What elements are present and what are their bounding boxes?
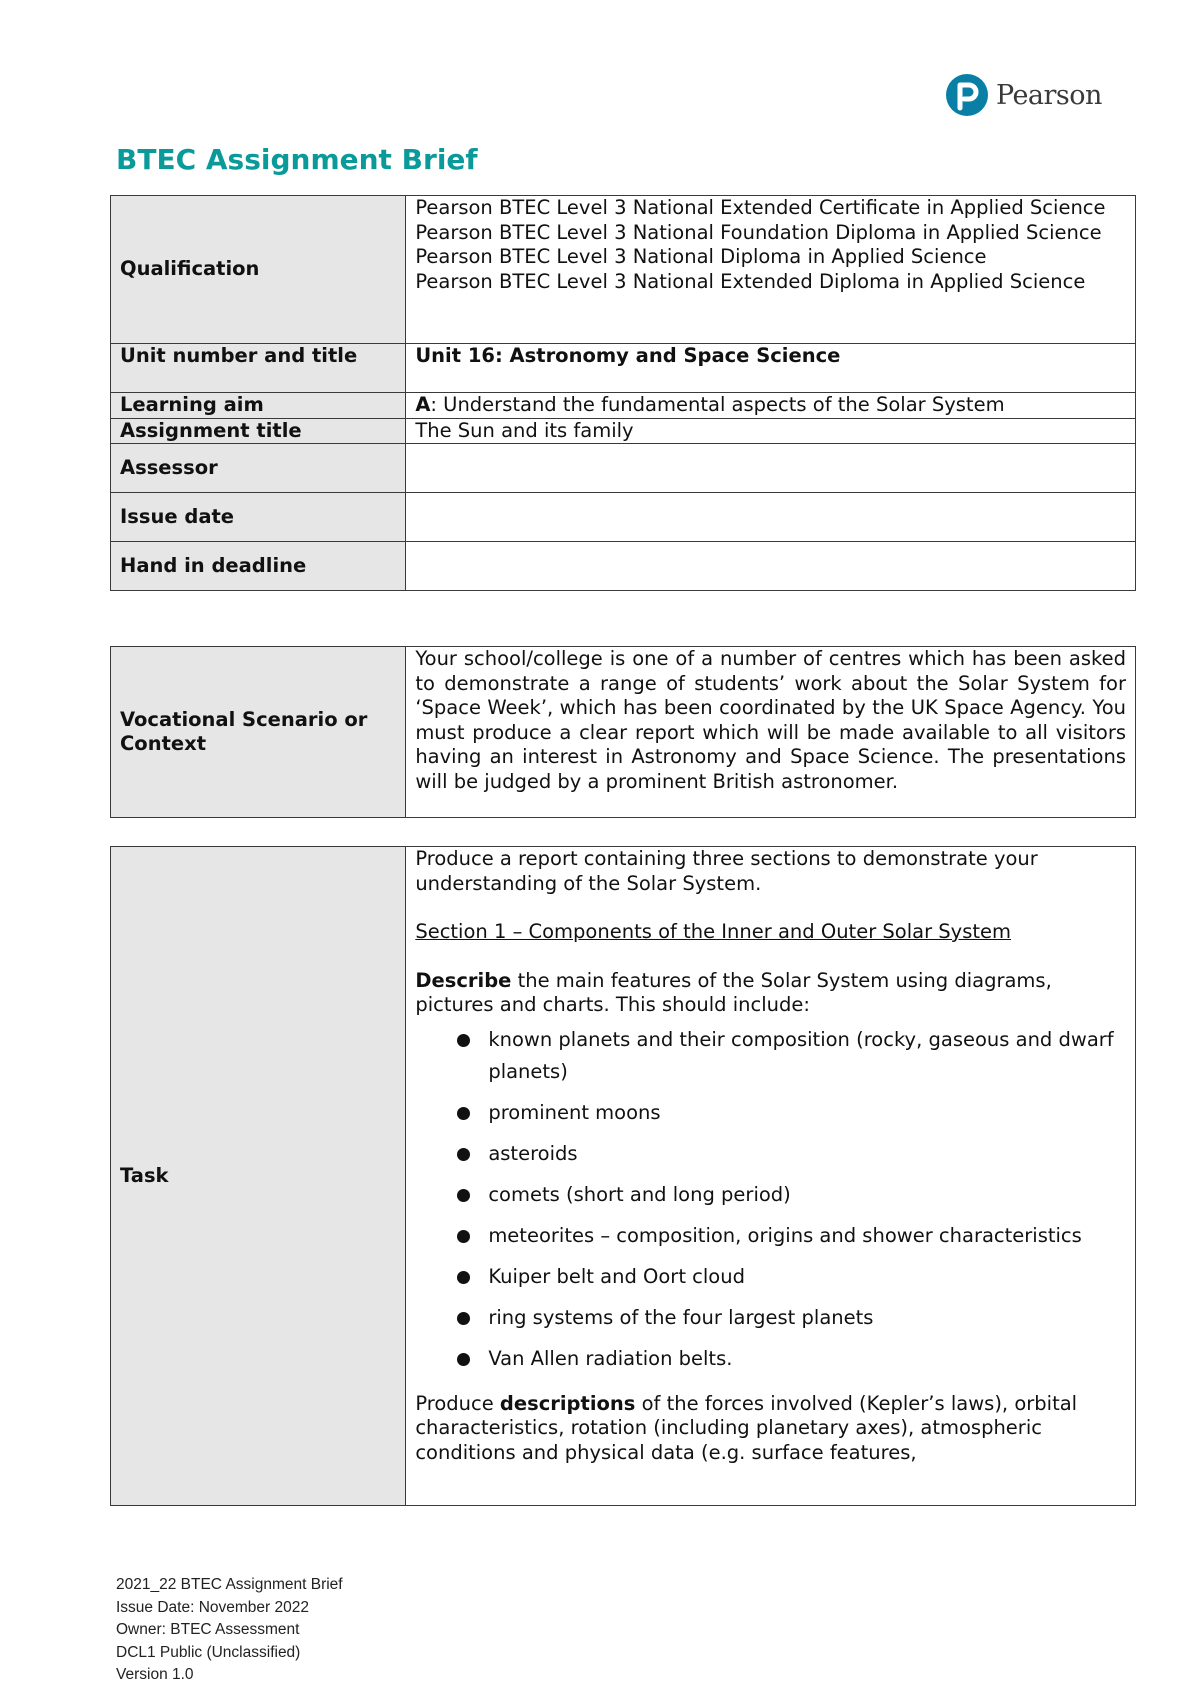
bullet-icon <box>457 1230 470 1243</box>
pearson-logo-text: Pearson <box>996 79 1102 111</box>
assignment-details-table <box>110 195 1136 591</box>
produce-keyword: descriptions <box>499 1391 636 1415</box>
list-item: prominent moons <box>415 1097 1126 1129</box>
list-item: meteorites – composition, origins and shower characteristics <box>415 1220 1126 1252</box>
page-title: BTEC Assignment Brief <box>116 143 478 176</box>
section-heading: Section 1 – Components of the Inner and Outer Solar System <box>415 920 1012 943</box>
task-label: Task <box>111 847 406 1506</box>
list-item: known planets and their composition (rocky, gaseous and dwarf planets) <box>415 1024 1126 1088</box>
footer-line: Owner: BTEC Assessment <box>116 1621 300 1638</box>
footer-line: DCL1 Public (Unclassified) <box>116 1643 301 1661</box>
assessor-row <box>111 444 1136 493</box>
deadline-label: Hand in deadline <box>111 542 406 591</box>
pearson-logo-icon <box>945 73 989 117</box>
bullet-icon <box>457 1189 470 1202</box>
learning-aim-value <box>406 393 1136 419</box>
unit-label: Unit number and title <box>111 344 406 393</box>
scenario-label: Vocational Scenario or Context <box>111 647 406 818</box>
qualification-line: Pearson BTEC Level 3 National Extended Diploma in Applied Science <box>415 269 1086 293</box>
issue-date-label: Issue date <box>111 493 406 542</box>
produce-start: Produce <box>415 1391 500 1415</box>
list-item: Kuiper belt and Oort cloud <box>415 1261 1126 1293</box>
qualification-line: Pearson BTEC Level 3 National Foundation Diploma in Applied Science <box>415 220 1102 244</box>
qualification-line: Pearson BTEC Level 3 National Extended Certificate in Applied Science <box>415 196 1106 219</box>
describe-keyword: Describe <box>415 968 512 992</box>
assessor-value <box>406 444 1136 493</box>
bullet-icon <box>457 1353 470 1366</box>
list-item: comets (short and long period) <box>415 1179 1126 1211</box>
features-list <box>415 1024 1126 1375</box>
bullet-icon <box>457 1271 470 1284</box>
footer-line: Version 1.0 <box>116 1666 194 1683</box>
list-item: Van Allen radiation belts. <box>415 1343 1126 1375</box>
bullet-icon <box>457 1107 470 1120</box>
qualification-row <box>111 196 1136 344</box>
deadline-value <box>406 542 1136 591</box>
qualification-label: Qualification <box>111 196 406 344</box>
scenario-text: Your school/college is one of a number of centres which has been asked to demonstrate a range of students’ work about the Solar System for ‘Space Week’, which has been coordinated by the UK Space Agency. You must produce a clear report which will be made available to all visitors having an interest in Astronomy and Space Science. The presentations will be judged by a prominent British astronomer. <box>406 647 1136 818</box>
unit-value: Unit 16: Astronomy and Space Science <box>406 344 1136 393</box>
list-item: asteroids <box>415 1138 1126 1170</box>
bullet-icon <box>457 1034 470 1047</box>
deadline-row <box>111 542 1136 591</box>
learning-aim-row <box>111 393 1136 419</box>
bullet-icon <box>457 1312 470 1325</box>
qualification-value <box>406 196 1136 344</box>
learning-aim-label: Learning aim <box>111 393 406 419</box>
pearson-logo <box>945 72 1102 118</box>
learning-aim-text: : Understand the fundamental aspects of the Solar System <box>430 393 1005 416</box>
unit-row <box>111 344 1136 393</box>
bullet-icon <box>457 1148 470 1161</box>
describe-paragraph <box>415 969 1126 1018</box>
task-intro: Produce a report containing three sections to demonstrate your understanding of the Solar System. <box>415 847 1038 895</box>
footer-line: 2021_22 BTEC Assignment Brief <box>116 1576 343 1593</box>
assessor-label: Assessor <box>111 444 406 493</box>
list-item: ring systems of the four largest planets <box>415 1302 1126 1334</box>
footer <box>116 1574 343 1687</box>
qualification-line: Pearson BTEC Level 3 National Diploma in Applied Science <box>415 245 987 268</box>
learning-aim-letter: A <box>415 393 431 416</box>
produce-paragraph <box>415 1392 1126 1466</box>
describe-text: the main features of the Solar System using diagrams, pictures and charts. This should include: <box>415 968 1052 1016</box>
scenario-table <box>110 646 1136 818</box>
assignment-title-label: Assignment title <box>111 418 406 444</box>
assignment-title-row <box>111 418 1136 444</box>
produce-text: of the forces involved (Kepler’s laws), orbital characteristics, rotation (including planetary axes), atmospheric conditions and physical data (e.g. surface features, <box>415 1391 1078 1464</box>
footer-line: Issue Date: November 2022 <box>116 1598 309 1616</box>
task-table <box>110 846 1136 1506</box>
task-row <box>111 847 1136 1506</box>
issue-date-value <box>406 493 1136 542</box>
scenario-row <box>111 647 1136 818</box>
assignment-title-value: The Sun and its family <box>406 418 1136 444</box>
issue-date-row <box>111 493 1136 542</box>
task-content <box>406 847 1136 1506</box>
